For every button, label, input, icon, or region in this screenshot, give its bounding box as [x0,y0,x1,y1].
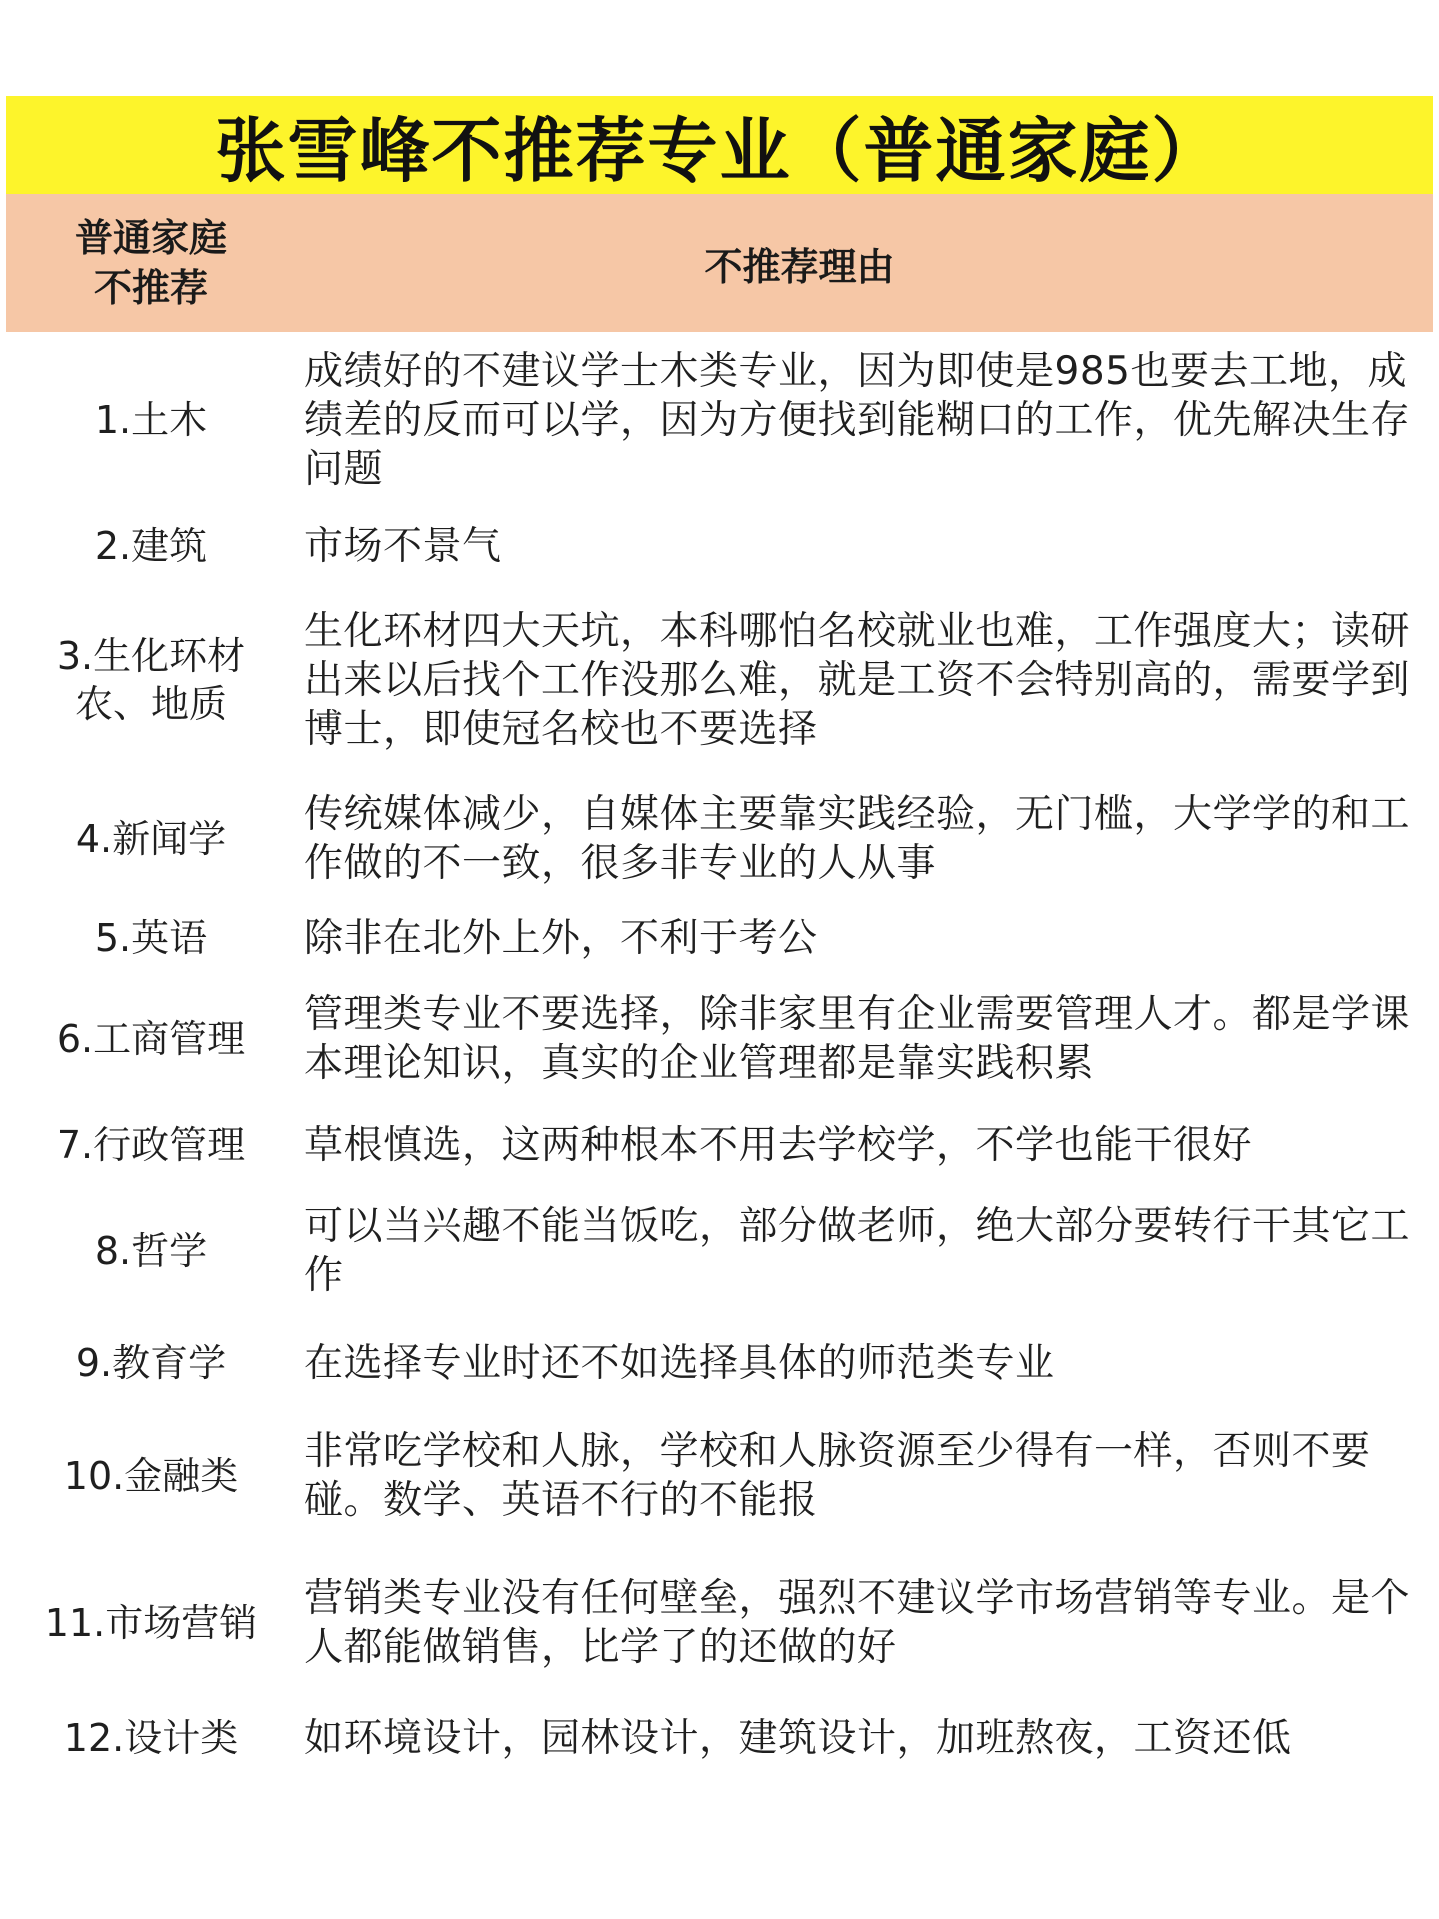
header-major-column [6,213,296,313]
reason-text: 除非在北外上外，不利于考公 [304,915,818,961]
major-name: 8.哲学 [94,1229,208,1273]
page-title: 张雪峰不推荐专业（普通家庭） [215,109,1224,192]
table-header [6,194,1433,332]
table-row [6,518,1433,574]
major-name: 1.土木 [94,398,208,442]
table-row [6,1572,1433,1674]
table-row [6,1335,1433,1391]
table-row [6,1710,1433,1766]
table-row [6,910,1433,966]
table-row [6,1200,1433,1302]
major-name: 11.市场营销 [44,1601,258,1645]
reason-text: 管理类专业不要选择，除非家里有企业需要管理人才。都是学课本理论知识，真实的企业管理都是靠实践积累 [304,992,1411,1086]
table-row [6,345,1433,495]
reason-text: 营销类专业没有任何壁垒，强烈不建议学市场营销等专业。是个人都能做销售，比学了的还做的好 [304,1576,1411,1670]
reason-text: 非常吃学校和人脉，学校和人脉资源至少得有一样，否则不要碰。数学、英语不行的不能报 [304,1429,1371,1523]
title-banner [6,96,1433,194]
major-name: 12.设计类 [63,1716,239,1760]
reason-text: 在选择专业时还不如选择具体的师范类专业 [304,1340,1055,1386]
major-name: 7.行政管理 [56,1123,246,1167]
reason-text: 草根慎选，这两种根本不用去学校学，不学也能干很好 [304,1122,1253,1168]
major-name: 10.金融类 [63,1454,239,1498]
table-row [6,1117,1433,1173]
table-row [6,788,1433,890]
major-name: 2.建筑 [94,524,208,568]
major-name: 5.英语 [94,916,208,960]
table-row [6,988,1433,1090]
reason-text: 如环境设计，园林设计，建筑设计，加班熬夜，工资还低 [304,1715,1292,1761]
major-name: 3.生化环材农、地质 [56,634,246,726]
major-name: 6.工商管理 [56,1017,246,1061]
reason-text: 传统媒体减少，自媒体主要靠实践经验，无门槛，大学学的和工作做的不一致，很多非专业的人从事 [304,792,1411,886]
major-name: 9.教育学 [75,1341,227,1385]
header-major-line1: 普通家庭 [74,216,227,260]
reason-text: 生化环材四大天坑，本科哪怕名校就业也难，工作强度大；读研出来以后找个工作没那么难，就是工资不会特别高的，需要学到博士，即使冠名校也不要选择 [304,608,1411,752]
reason-text: 市场不景气 [304,523,502,569]
header-major-line2: 不推荐 [93,266,208,310]
header-reason-column: 不推荐理由 [704,244,895,289]
table-row [6,1425,1433,1527]
reason-text: 成绩好的不建议学士木类专业，因为即使是985也要去工地，成绩差的反而可以学，因为方便找到能糊口的工作，优先解决生存问题 [304,348,1411,492]
reason-text: 可以当兴趣不能当饭吃，部分做老师，绝大部分要转行干其它工作 [304,1204,1411,1298]
table-row [6,605,1433,755]
major-name: 4.新闻学 [75,817,227,861]
